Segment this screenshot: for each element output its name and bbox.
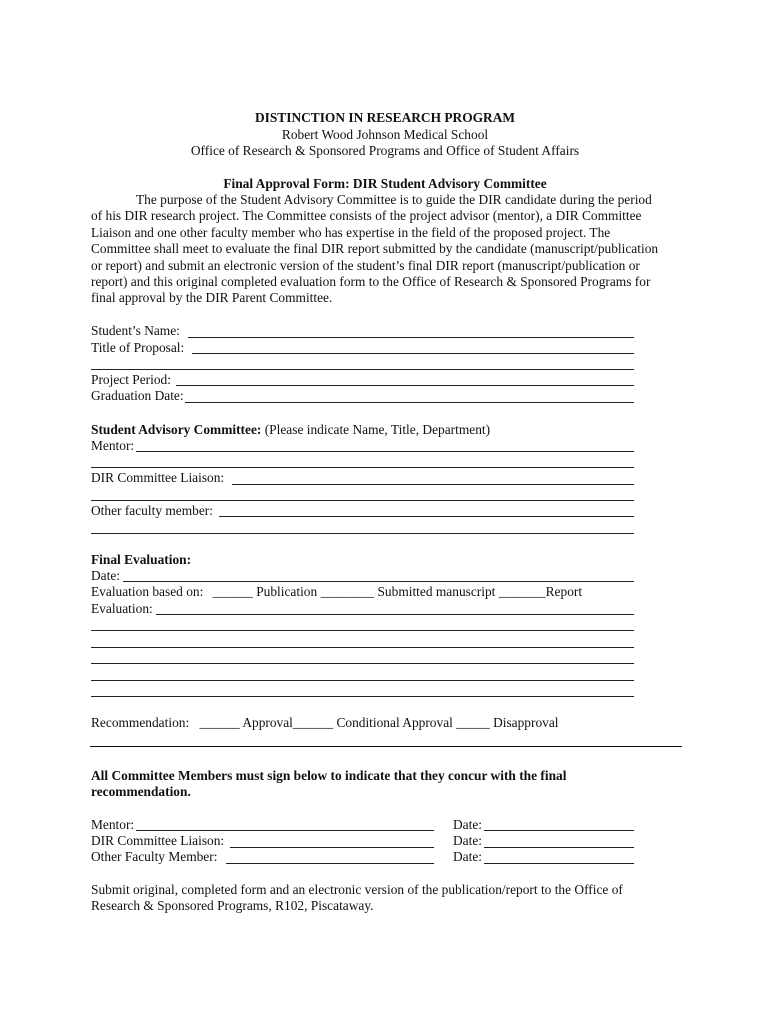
- form-title: Final Approval Form: DIR Student Advisory Committee: [223, 176, 547, 191]
- graduation-date-label: Graduation Date:: [91, 388, 184, 403]
- intro-line: Committee shall meet to evaluate the final DIR report submitted by the candidate (manuscript/publication: [91, 241, 659, 257]
- intro-line: The purpose of the Student Advisory Committee is to guide the DIR candidate during the period: [136, 192, 652, 207]
- liaison-field[interactable]: [232, 484, 634, 485]
- manuscript-option: Submitted manuscript: [377, 584, 496, 599]
- conditional-approval-blank[interactable]: ______: [292, 715, 334, 730]
- intro-line: final approval by the DIR Parent Committee.: [91, 290, 333, 306]
- signature-other-date-field[interactable]: [484, 863, 634, 864]
- final-evaluation-heading: Final Evaluation:: [91, 552, 192, 567]
- school-name: Robert Wood Johnson Medical School: [281, 127, 489, 142]
- mentor-field-continued[interactable]: [91, 467, 634, 468]
- disapproval-option: Disapproval: [493, 715, 559, 730]
- signature-mentor-date-field[interactable]: [484, 830, 634, 831]
- signature-liaison-field[interactable]: [230, 847, 434, 848]
- proposal-title-label: Title of Proposal:: [91, 340, 185, 355]
- submit-instruction-continued: Research & Sponsored Programs, R102, Piscataway.: [91, 898, 374, 913]
- evaluation-field[interactable]: [156, 614, 634, 615]
- approval-blank[interactable]: ______: [199, 715, 240, 730]
- committee-heading-note: (Please indicate Name, Title, Department): [264, 422, 491, 437]
- proposal-title-field[interactable]: [192, 353, 634, 354]
- liaison-label: DIR Committee Liaison:: [91, 470, 225, 485]
- evaluation-field-line[interactable]: [91, 680, 634, 681]
- recommendation-label: Recommendation:: [91, 715, 190, 730]
- intro-paragraph: [91, 192, 681, 307]
- intro-line: of his DIR research project. The Committee consists of the project advisor (mentor), a DIR Committee: [91, 208, 642, 224]
- evaluation-field-line[interactable]: [91, 696, 634, 697]
- signature-liaison-date-field[interactable]: [484, 847, 634, 848]
- other-faculty-label: Other faculty member:: [91, 503, 213, 518]
- signature-other-field[interactable]: [226, 863, 434, 864]
- student-name-label: Student’s Name:: [91, 323, 180, 338]
- signature-instruction: All Committee Members must sign below to indicate that they concur with the final: [91, 768, 567, 783]
- recommendation-row: [91, 715, 559, 731]
- evaluation-label: Evaluation:: [91, 601, 153, 616]
- evaluation-date-label: Date:: [91, 568, 120, 583]
- evaluation-date-field[interactable]: [123, 581, 634, 582]
- mentor-label: Mentor:: [91, 438, 135, 453]
- submit-instruction: Submit original, completed form and an electronic version of the publication/report to the Office of: [91, 882, 623, 897]
- other-faculty-field[interactable]: [219, 516, 634, 517]
- section-divider: [90, 746, 682, 747]
- evaluation-field-line[interactable]: [91, 630, 634, 631]
- signature-mentor-label: Mentor:: [91, 817, 135, 832]
- evaluation-based-on-label: Evaluation based on:: [91, 584, 204, 599]
- signature-liaison-label: DIR Committee Liaison:: [91, 833, 225, 848]
- project-period-field[interactable]: [176, 385, 634, 386]
- signature-other-label: Other Faculty Member:: [91, 849, 218, 864]
- graduation-date-field[interactable]: [185, 402, 634, 403]
- committee-heading: [91, 422, 490, 438]
- proposal-title-field-continued[interactable]: [91, 369, 634, 370]
- evaluation-field-line[interactable]: [91, 647, 634, 648]
- intro-line: Liaison and one other faculty member who has expertise in the field of the proposed project. The: [91, 224, 611, 240]
- mentor-field[interactable]: [136, 451, 634, 452]
- signature-liaison-date-label: Date:: [453, 833, 482, 848]
- signature-instruction-continued: recommendation.: [91, 784, 191, 799]
- conditional-approval-option: Conditional Approval: [336, 715, 453, 730]
- report-option: Report: [545, 584, 583, 599]
- manuscript-blank[interactable]: ________: [320, 584, 375, 599]
- student-name-field[interactable]: [188, 337, 634, 338]
- report-blank[interactable]: _______: [498, 584, 546, 599]
- program-title: DISTINCTION IN RESEARCH PROGRAM: [254, 110, 516, 125]
- disapproval-blank[interactable]: _____: [456, 715, 490, 730]
- intro-line: report) and this original completed evaluation form to the Office of Research & Sponsored Programs for: [91, 273, 651, 289]
- signature-mentor-field[interactable]: [136, 830, 434, 831]
- other-faculty-field-continued[interactable]: [91, 533, 634, 534]
- project-period-label: Project Period:: [91, 372, 171, 387]
- publication-option: Publication: [256, 584, 318, 599]
- publication-blank[interactable]: ______: [212, 584, 253, 599]
- intro-line: or report) and submit an electronic version of the student’s final DIR report (manuscript/publication or: [91, 257, 640, 273]
- signature-mentor-date-label: Date:: [453, 817, 482, 832]
- committee-heading-label: Student Advisory Committee:: [91, 422, 262, 437]
- evaluation-based-on-row: [91, 584, 582, 600]
- office-name: Office of Research & Sponsored Programs and Office of Student Affairs: [190, 143, 580, 158]
- signature-other-date-label: Date:: [453, 849, 482, 864]
- approval-option: Approval: [242, 715, 293, 730]
- evaluation-field-line[interactable]: [91, 663, 634, 664]
- liaison-field-continued[interactable]: [91, 500, 634, 501]
